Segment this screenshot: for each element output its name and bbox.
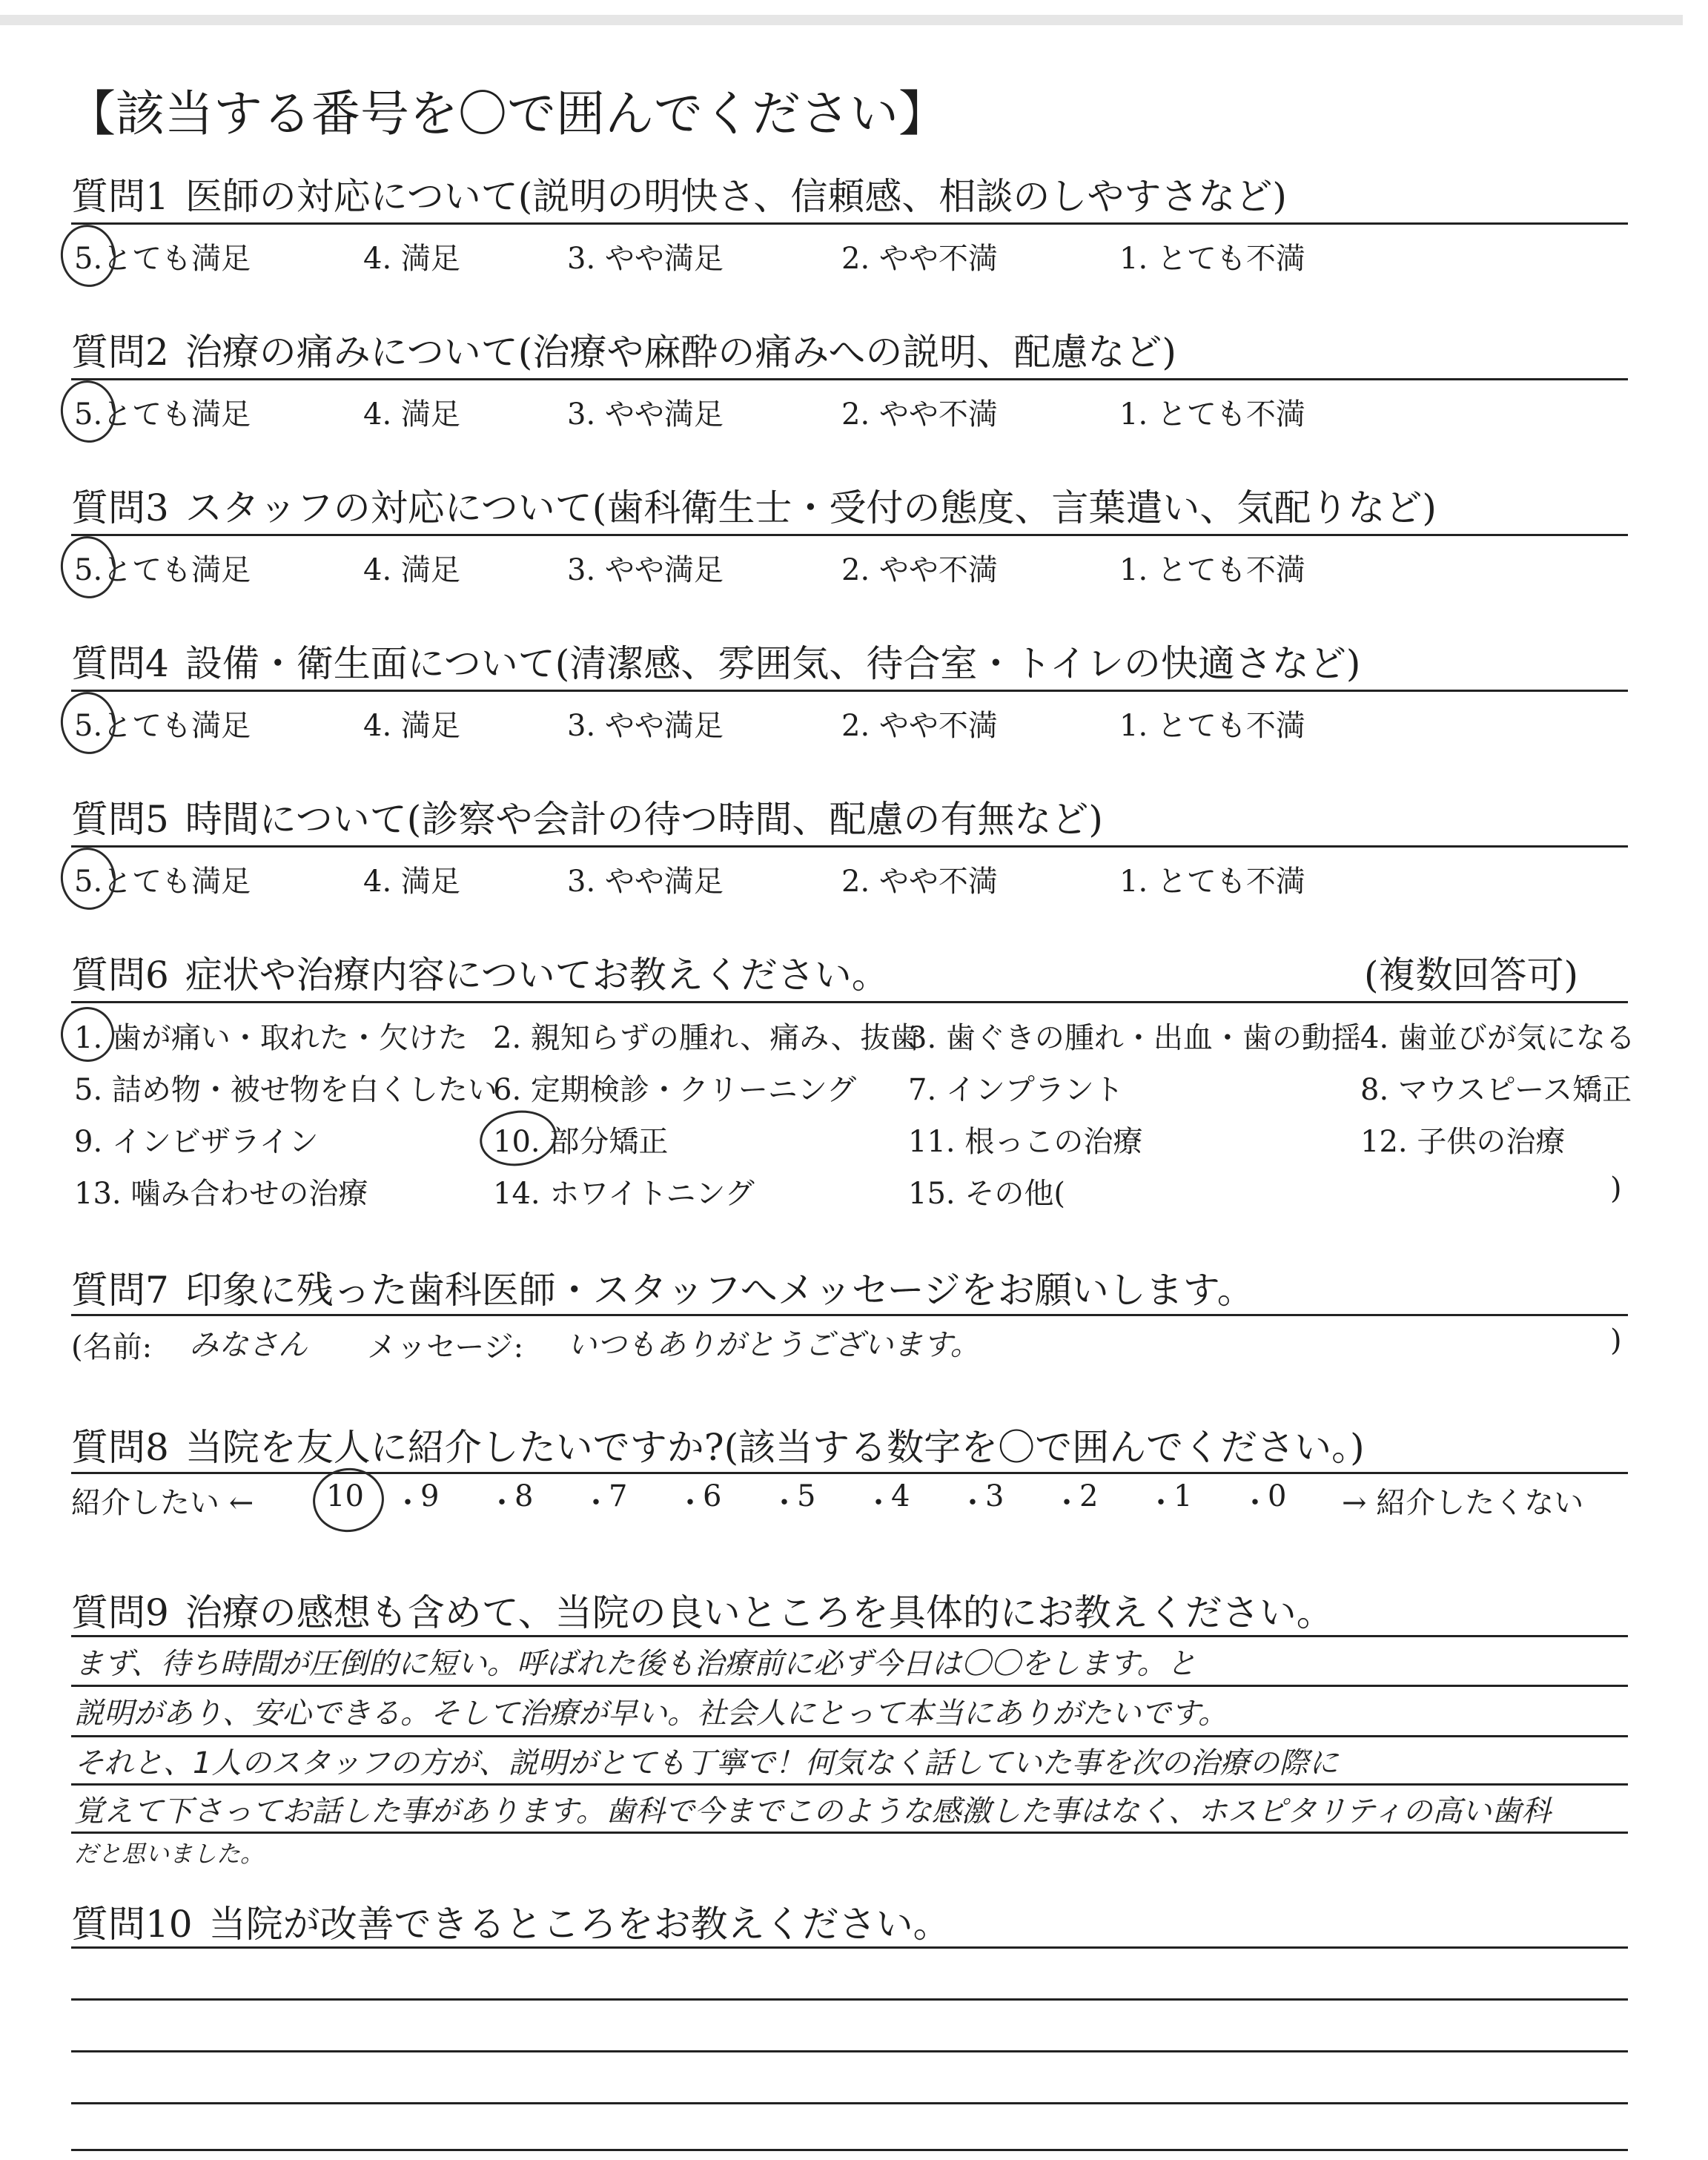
q9-text: 治療の感想も含めて、当院の良いところを具体的にお教えください。 — [185, 1591, 1334, 1634]
scan-edge — [0, 15, 1683, 25]
q6-close-paren: ) — [1610, 1172, 1622, 1206]
q1-option-4: 4. 満足 — [363, 242, 460, 276]
q10-rule-3 — [71, 2050, 1628, 2052]
q6-title — [71, 945, 889, 999]
q2-number: 質問2 — [71, 331, 169, 374]
q9-rule-2 — [71, 1685, 1628, 1687]
q2-text: 治療の痛みについて(治療や麻酔の痛みへの説明、配慮など) — [185, 331, 1176, 374]
q4-selected-circle — [57, 688, 120, 757]
q10-rule-5 — [71, 2149, 1628, 2151]
q4-option-2: 2. やや不満 — [841, 709, 998, 743]
q5-option-5: 5.とても満足 — [74, 865, 251, 899]
q3-title — [71, 478, 1437, 532]
q6-option-14: 14. ホワイトニング — [493, 1177, 755, 1211]
q6-option-10: 10. 部分矯正 — [493, 1125, 669, 1159]
q5-option-3: 3. やや満足 — [567, 865, 724, 899]
q8-number: 質問8 — [71, 1426, 169, 1469]
page-header: 【該当する番号を〇で囲んでください】 — [67, 85, 947, 142]
q2-option-1: 1. とても不満 — [1119, 397, 1305, 432]
q7-rule — [71, 1314, 1628, 1316]
q6-option-5: 5. 詰め物・被せ物を白くしたい — [74, 1073, 497, 1107]
q8-scale-separator: ・ — [1240, 1486, 1270, 1520]
q8-scale-1: 1 — [1174, 1479, 1193, 1513]
q9-title — [71, 1583, 1334, 1636]
q4-rule — [71, 690, 1628, 692]
q2-option-2: 2. やや不満 — [841, 397, 998, 432]
q10-number: 質問10 — [71, 1903, 193, 1946]
q9-rule-1 — [71, 1635, 1628, 1637]
q8-scale-0: 0 — [1268, 1479, 1287, 1513]
q8-title — [71, 1418, 1365, 1471]
q3-text: スタッフの対応について(歯科衛生士・受付の態度、言葉遣い、気配りなど) — [185, 486, 1437, 529]
q6-rule — [71, 1001, 1628, 1003]
q6-option-3: 3. 歯ぐきの腫れ・出血・歯の動揺 — [908, 1021, 1361, 1055]
q4-text: 設備・衛生面について(清潔感、雰囲気、待合室・トイレの快適さなど) — [185, 642, 1361, 685]
q7-title — [71, 1261, 1254, 1314]
q6-option-11: 11. 根っこの治療 — [908, 1125, 1143, 1159]
q5-selected-circle — [57, 844, 120, 913]
q7-message-label: メッセージ: — [367, 1330, 524, 1364]
q4-option-4: 4. 満足 — [363, 709, 460, 743]
q6-text: 症状や治療内容についてお教えください。 — [185, 954, 889, 997]
q6-option-8: 8. マウスピース矯正 — [1360, 1073, 1632, 1107]
q9-rule-5 — [71, 1832, 1628, 1834]
q10-text: 当院が改善できるところをお教えください。 — [208, 1903, 950, 1946]
q6-number: 質問6 — [71, 954, 169, 997]
q7-close-paren: ) — [1610, 1324, 1622, 1358]
q6-option-15: 15. その他( — [908, 1177, 1065, 1211]
q8-left-label: 紹介したい ← — [71, 1486, 254, 1520]
q9-rule-4 — [71, 1783, 1628, 1786]
q7-name-value: みなさん — [189, 1328, 308, 1362]
q3-option-1: 1. とても不満 — [1119, 553, 1305, 587]
q9-answer-line-3: それと、1人のスタッフの方が、説明がとても丁寧で！何気なく話していた事を次の治療の際に — [74, 1746, 1339, 1780]
q9-rule-3 — [71, 1735, 1628, 1737]
q1-text: 医師の対応について(説明の明快さ、信頼感、相談のしやすさなど) — [185, 175, 1287, 218]
q5-title — [71, 790, 1103, 843]
q8-scale-6: 6 — [703, 1479, 722, 1513]
q10-rule-1 — [71, 1946, 1628, 1949]
q2-selected-circle — [57, 377, 120, 446]
q6-option-7: 7. インプラント — [908, 1073, 1124, 1107]
q9-answer-line-5: だと思いました。 — [74, 1840, 265, 1868]
q2-option-5: 5.とても満足 — [74, 397, 251, 432]
q6-option-12: 12. 子供の治療 — [1360, 1125, 1566, 1159]
q10-rule-4 — [71, 2102, 1628, 2104]
q8-scale-separator: ・ — [393, 1486, 423, 1520]
q9-answer-line-4: 覚えて下さってお話した事があります。歯科で今までこのような感激した事はなく、ホスピタリティの高い歯科 — [74, 1794, 1551, 1829]
q8-scale-9: 9 — [420, 1479, 440, 1513]
q6-selected-circle-10 — [476, 1106, 560, 1171]
q8-selected-circle — [308, 1464, 388, 1537]
q9-answer-line-1: まず、待ち時間が圧倒的に短い。呼ばれた後も治療前に必ず今日は〇〇をします。と — [74, 1647, 1196, 1681]
q5-option-1: 1. とても不満 — [1119, 865, 1305, 899]
q1-option-3: 3. やや満足 — [567, 242, 724, 276]
q8-scale-separator: ・ — [958, 1486, 987, 1520]
q1-option-5: 5.とても満足 — [74, 242, 251, 276]
q7-name-label: (名前: — [71, 1330, 153, 1364]
q5-option-2: 2. やや不満 — [841, 865, 998, 899]
q3-option-3: 3. やや満足 — [567, 553, 724, 587]
q7-text: 印象に残った歯科医師・スタッフへメッセージをお願いします。 — [185, 1269, 1254, 1312]
q7-number: 質問7 — [71, 1269, 169, 1312]
q5-option-4: 4. 満足 — [363, 865, 460, 899]
q1-option-1: 1. とても不満 — [1119, 242, 1305, 276]
q8-scale-4: 4 — [891, 1479, 910, 1513]
q5-number: 質問5 — [71, 798, 169, 841]
q9-answer-line-2: 説明があり、安心できる。そして治療が早い。社会人にとって本当にありがたいです。 — [74, 1697, 1228, 1731]
q8-scale-2: 2 — [1079, 1479, 1099, 1513]
q8-scale-3: 3 — [985, 1479, 1004, 1513]
q9-number: 質問9 — [71, 1591, 169, 1634]
q8-scale-separator: ・ — [1052, 1486, 1082, 1520]
q3-selected-circle — [57, 532, 120, 601]
q4-option-3: 3. やや満足 — [567, 709, 724, 743]
q6-option-6: 6. 定期検診・クリーニング — [493, 1073, 857, 1107]
q5-rule — [71, 845, 1628, 848]
q5-text: 時間について(診察や会計の待つ時間、配慮の有無など) — [185, 798, 1103, 841]
q6-option-4: 4. 歯並びが気になる — [1360, 1021, 1635, 1055]
q6-option-13: 13. 噛み合わせの治療 — [74, 1177, 368, 1211]
q6-option-9: 9. インビザライン — [74, 1125, 319, 1159]
q3-option-5: 5.とても満足 — [74, 553, 251, 587]
q3-rule — [71, 534, 1628, 536]
q8-text: 当院を友人に紹介したいですか?(該当する数字を〇で囲んでください。) — [185, 1426, 1365, 1469]
q1-title — [71, 167, 1287, 220]
q7-message-value: いつもありがとうございます。 — [567, 1328, 980, 1362]
q4-option-1: 1. とても不満 — [1119, 709, 1305, 743]
q8-right-label: → 紹介したくない — [1342, 1486, 1584, 1520]
q6-note: (複数回答可) — [1364, 954, 1579, 997]
q8-scale-separator: ・ — [675, 1486, 705, 1520]
q6-option-1: 1. 歯が痛い・取れた・欠けた — [74, 1021, 468, 1055]
q8-scale-8: 8 — [514, 1479, 534, 1513]
q8-scale-7: 7 — [609, 1479, 628, 1513]
q2-rule — [71, 378, 1628, 380]
q8-scale-separator: ・ — [769, 1486, 799, 1520]
q8-scale-separator: ・ — [487, 1486, 517, 1520]
q6-option-2: 2. 親知らずの腫れ、痛み、抜歯 — [493, 1021, 920, 1055]
q2-title — [71, 323, 1176, 376]
q8-scale-5: 5 — [797, 1479, 816, 1513]
q3-number: 質問3 — [71, 486, 169, 529]
q1-rule — [71, 222, 1628, 225]
q3-option-2: 2. やや不満 — [841, 553, 998, 587]
q8-scale-separator: ・ — [864, 1486, 893, 1520]
q10-rule-2 — [71, 1998, 1628, 2001]
q2-option-4: 4. 満足 — [363, 397, 460, 432]
q8-rule — [71, 1472, 1628, 1474]
q2-option-3: 3. やや満足 — [567, 397, 724, 432]
q8-scale-separator: ・ — [1146, 1486, 1176, 1520]
q1-selected-circle — [57, 221, 120, 290]
q4-option-5: 5.とても満足 — [74, 709, 251, 743]
q3-option-4: 4. 満足 — [363, 553, 460, 587]
q8-scale-separator: ・ — [581, 1486, 611, 1520]
q10-title — [71, 1895, 950, 1948]
q4-number: 質問4 — [71, 642, 169, 685]
q1-option-2: 2. やや不満 — [841, 242, 998, 276]
q4-title — [71, 634, 1360, 687]
q1-number: 質問1 — [71, 175, 169, 218]
q8-scale-10: 10 — [326, 1479, 364, 1513]
